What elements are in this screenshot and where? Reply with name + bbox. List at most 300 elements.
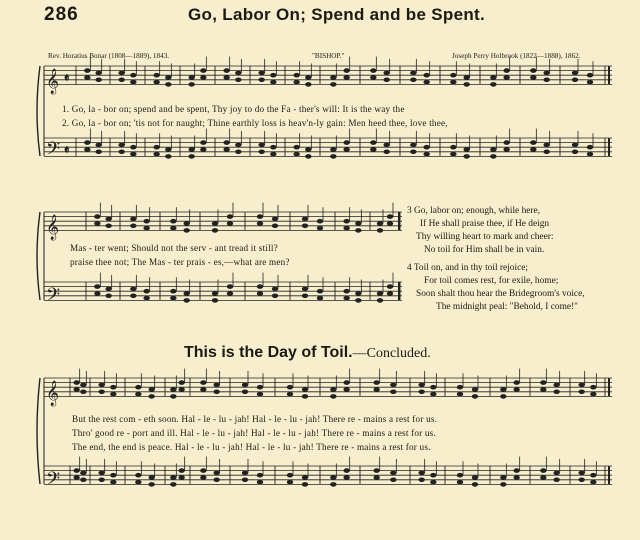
note-head xyxy=(270,152,276,157)
note-head xyxy=(95,143,101,148)
note-head xyxy=(543,78,549,83)
note-head xyxy=(530,75,536,80)
note-head xyxy=(80,390,86,395)
note-head xyxy=(590,473,596,478)
note-head xyxy=(110,385,116,390)
note-head xyxy=(227,291,233,296)
note-head xyxy=(170,226,176,231)
note-head xyxy=(118,71,124,76)
note-head xyxy=(73,387,79,392)
note-head xyxy=(540,468,546,473)
note-head xyxy=(430,480,436,485)
note-head xyxy=(343,68,349,73)
concluded-suffix: —Concluded. xyxy=(352,346,431,361)
note-head xyxy=(257,221,263,226)
note-head xyxy=(188,75,194,80)
note-head xyxy=(450,152,456,157)
note-head xyxy=(257,392,263,397)
note-head xyxy=(387,221,393,226)
note-head xyxy=(418,383,424,388)
note-head xyxy=(343,219,349,224)
hymn-number: 286 xyxy=(44,4,79,25)
note-head xyxy=(430,473,436,478)
note-head xyxy=(135,392,141,397)
note-head xyxy=(377,291,383,296)
note-head xyxy=(118,150,124,155)
treble-clef: 𝄞 xyxy=(46,69,60,94)
note-head xyxy=(450,80,456,85)
note-head xyxy=(178,387,184,392)
note-head xyxy=(390,383,396,388)
note-head xyxy=(227,284,233,289)
tune-name: "BISHOP." xyxy=(312,52,345,60)
note-head xyxy=(330,482,336,487)
note-head xyxy=(227,221,233,226)
note-head xyxy=(377,221,383,226)
hymn-title: Go, Labor On; Spend and be Spent. xyxy=(188,5,486,24)
note-head xyxy=(540,475,546,480)
note-head xyxy=(105,287,111,292)
note-head xyxy=(188,147,194,152)
note-head xyxy=(287,473,293,478)
note-head xyxy=(270,80,276,85)
note-head xyxy=(373,475,379,480)
note-head xyxy=(302,475,308,480)
note-head xyxy=(257,480,263,485)
note-head xyxy=(287,385,293,390)
note-head xyxy=(98,471,104,476)
note-head xyxy=(302,287,308,292)
concluded-lyrics-verse3: The end, the end is peace. Hal - le - lu - jah! Hal - le - lu - jah! There re - mains a rest for us. xyxy=(72,442,431,452)
note-head xyxy=(490,154,496,159)
note-head xyxy=(183,298,189,303)
note-head xyxy=(212,228,218,233)
note-head xyxy=(302,217,308,222)
note-head xyxy=(383,78,389,83)
note-head xyxy=(590,392,596,397)
note-head xyxy=(293,145,299,150)
note-head xyxy=(130,152,136,157)
note-head xyxy=(258,143,264,148)
note-head xyxy=(98,390,104,395)
stanza-4-line4: The midnight peal: "Behold, I come!" xyxy=(436,302,578,312)
note-head xyxy=(540,387,546,392)
note-head xyxy=(183,291,189,296)
note-head xyxy=(513,475,519,480)
concluded-lyrics-verse2: Thro' good re - port and ill. Hal - le - lu - jah! Hal - le - lu - jah! There re - mains a rest for us. xyxy=(72,428,436,438)
note-head xyxy=(587,73,593,78)
concluded-title-text: This is the Day of Toil. xyxy=(184,344,353,361)
lyrics-line2-verse2: praise thee not; The Mas - ter prais - es,—what are men? xyxy=(70,257,290,267)
note-head xyxy=(343,75,349,80)
stanza-3-line3: Thy willing heart to mark and cheer: xyxy=(416,232,554,242)
note-head xyxy=(118,78,124,83)
note-head xyxy=(213,478,219,483)
stanza-3-line1: 3 Go, labor on; enough, while here, xyxy=(407,206,541,216)
concluded-lyrics-verse1: But the rest com - eth soon. Hal - le - lu - jah! Hal - le - lu - jah! There re - mains a rest for us. xyxy=(72,414,438,424)
note-head xyxy=(472,482,478,487)
note-head xyxy=(223,75,229,80)
note-head xyxy=(200,387,206,392)
note-head xyxy=(457,385,463,390)
note-head xyxy=(305,82,311,87)
note-head xyxy=(235,150,241,155)
note-head xyxy=(223,147,229,152)
note-head xyxy=(383,71,389,76)
note-head xyxy=(257,214,263,219)
note-head xyxy=(513,387,519,392)
note-head xyxy=(73,475,79,480)
note-head xyxy=(500,482,506,487)
note-head xyxy=(153,152,159,157)
note-head xyxy=(183,221,189,226)
note-head xyxy=(130,80,136,85)
note-head xyxy=(94,291,100,296)
note-head xyxy=(553,478,559,483)
note-head xyxy=(165,154,171,159)
note-head xyxy=(135,385,141,390)
note-head xyxy=(170,394,176,399)
note-head xyxy=(410,71,416,76)
note-head xyxy=(242,471,248,476)
note-head xyxy=(373,468,379,473)
note-head xyxy=(212,298,218,303)
note-head xyxy=(553,390,559,395)
bass-clef: 𝄢 xyxy=(46,139,61,164)
note-head xyxy=(390,478,396,483)
note-head xyxy=(293,152,299,157)
note-head xyxy=(227,214,233,219)
note-head xyxy=(305,75,311,80)
note-head xyxy=(450,145,456,150)
note-head xyxy=(317,219,323,224)
note-head xyxy=(84,147,90,152)
note-head xyxy=(553,383,559,388)
note-head xyxy=(418,390,424,395)
note-head xyxy=(235,71,241,76)
note-head xyxy=(272,224,278,229)
note-head xyxy=(257,291,263,296)
note-head xyxy=(472,475,478,480)
note-head xyxy=(200,75,206,80)
note-head xyxy=(590,480,596,485)
note-head xyxy=(423,145,429,150)
note-head xyxy=(178,475,184,480)
note-head xyxy=(430,392,436,397)
note-head xyxy=(383,150,389,155)
note-head xyxy=(503,68,509,73)
note-head xyxy=(355,298,361,303)
note-head xyxy=(418,471,424,476)
note-head xyxy=(258,150,264,155)
stanza-4-line3: Soon shalt thou hear the Bridegroom's voice, xyxy=(416,289,585,299)
note-head xyxy=(572,150,578,155)
note-head xyxy=(572,71,578,76)
note-head xyxy=(377,298,383,303)
note-head xyxy=(200,475,206,480)
note-head xyxy=(503,140,509,145)
note-head xyxy=(178,380,184,385)
note-head xyxy=(423,152,429,157)
note-head xyxy=(355,228,361,233)
note-head xyxy=(270,73,276,78)
note-head xyxy=(317,226,323,231)
note-head xyxy=(287,480,293,485)
lyrics-line2-verse1: Mas - ter went; Should not the serv - ant tread it still? xyxy=(70,243,278,253)
note-head xyxy=(543,150,549,155)
note-head xyxy=(410,143,416,148)
note-head xyxy=(188,82,194,87)
note-head xyxy=(457,480,463,485)
note-head xyxy=(110,480,116,485)
note-head xyxy=(343,140,349,145)
note-head xyxy=(258,78,264,83)
system-brace xyxy=(37,66,40,156)
note-head xyxy=(387,291,393,296)
note-head xyxy=(370,75,376,80)
note-head xyxy=(200,68,206,73)
note-head xyxy=(213,383,219,388)
note-head xyxy=(165,75,171,80)
note-head xyxy=(373,387,379,392)
note-head xyxy=(170,289,176,294)
note-head xyxy=(165,82,171,87)
note-head xyxy=(130,217,136,222)
note-head xyxy=(330,82,336,87)
note-head xyxy=(272,294,278,299)
note-head xyxy=(135,480,141,485)
note-head xyxy=(330,387,336,392)
note-head xyxy=(490,147,496,152)
note-head xyxy=(165,147,171,152)
note-head xyxy=(540,380,546,385)
note-head xyxy=(530,68,536,73)
note-head xyxy=(377,228,383,233)
note-head xyxy=(293,73,299,78)
treble-clef: 𝄞 xyxy=(46,381,60,406)
note-head xyxy=(105,217,111,222)
bass-clef: 𝄢 xyxy=(46,469,61,494)
note-head xyxy=(503,147,509,152)
note-head xyxy=(500,475,506,480)
note-head xyxy=(257,473,263,478)
note-head xyxy=(213,390,219,395)
note-head xyxy=(390,471,396,476)
note-head xyxy=(118,143,124,148)
note-head xyxy=(153,80,159,85)
note-head xyxy=(343,147,349,152)
note-head xyxy=(490,75,496,80)
note-head xyxy=(305,147,311,152)
note-head xyxy=(472,394,478,399)
note-head xyxy=(457,473,463,478)
note-head xyxy=(383,143,389,148)
note-head xyxy=(143,296,149,301)
note-head xyxy=(148,475,154,480)
note-head xyxy=(513,380,519,385)
note-head xyxy=(578,478,584,483)
note-head xyxy=(105,294,111,299)
note-head xyxy=(178,468,184,473)
note-head xyxy=(355,291,361,296)
note-head xyxy=(94,214,100,219)
note-head xyxy=(578,471,584,476)
note-head xyxy=(235,78,241,83)
note-head xyxy=(370,68,376,73)
note-head xyxy=(302,387,308,392)
note-head xyxy=(95,78,101,83)
note-head xyxy=(390,390,396,395)
note-head xyxy=(242,478,248,483)
note-head xyxy=(213,471,219,476)
note-head xyxy=(223,68,229,73)
note-head xyxy=(343,226,349,231)
note-head xyxy=(500,394,506,399)
note-head xyxy=(73,380,79,385)
note-head xyxy=(170,482,176,487)
note-head xyxy=(200,140,206,145)
note-head xyxy=(130,287,136,292)
note-head xyxy=(130,73,136,78)
note-head xyxy=(578,390,584,395)
note-head xyxy=(317,296,323,301)
lyrics-line1-verse2: 2. Go, la - bor on; 'tis not for naught; Thine earthly loss is heav'n-ly gain: Men heed thee, love thee, xyxy=(62,118,448,128)
time-signature: 𝄵 xyxy=(64,71,70,85)
note-head xyxy=(457,392,463,397)
note-head xyxy=(343,380,349,385)
note-head xyxy=(343,289,349,294)
note-head xyxy=(302,294,308,299)
note-head xyxy=(80,478,86,483)
note-head xyxy=(84,75,90,80)
note-head xyxy=(242,390,248,395)
note-head xyxy=(130,224,136,229)
note-head xyxy=(272,217,278,222)
note-head xyxy=(530,140,536,145)
note-head xyxy=(343,387,349,392)
note-head xyxy=(418,478,424,483)
note-head xyxy=(143,289,149,294)
note-head xyxy=(143,226,149,231)
note-head xyxy=(293,80,299,85)
note-head xyxy=(330,147,336,152)
note-head xyxy=(148,387,154,392)
note-head xyxy=(130,145,136,150)
concluded-title xyxy=(184,344,431,362)
note-head xyxy=(587,80,593,85)
note-head xyxy=(272,287,278,292)
lyrics-line1-verse1: 1. Go, la - bor on; spend and be spent, Thy joy to do the Fa - ther's will: It is the way the xyxy=(62,104,405,114)
note-head xyxy=(530,147,536,152)
note-head xyxy=(110,473,116,478)
note-head xyxy=(212,291,218,296)
note-head xyxy=(387,284,393,289)
note-head xyxy=(94,221,100,226)
note-head xyxy=(95,71,101,76)
stanza-4-line1: 4 Toil on, and in thy toil rejoice; xyxy=(407,263,529,273)
note-head xyxy=(73,468,79,473)
note-head xyxy=(143,219,149,224)
note-head xyxy=(223,140,229,145)
note-head xyxy=(330,75,336,80)
note-head xyxy=(553,471,559,476)
note-head xyxy=(343,468,349,473)
note-head xyxy=(80,471,86,476)
note-head xyxy=(257,284,263,289)
composer-credit: Joseph Perry Holbrook (1822—1888), 1862. xyxy=(452,52,581,60)
stanza-3-line2: If He shall praise thee, if He deign xyxy=(420,219,550,229)
note-head xyxy=(472,387,478,392)
note-head xyxy=(200,147,206,152)
note-head xyxy=(130,294,136,299)
note-head xyxy=(578,383,584,388)
note-head xyxy=(235,143,241,148)
note-head xyxy=(257,385,263,390)
note-head xyxy=(110,392,116,397)
note-head xyxy=(153,73,159,78)
note-head xyxy=(370,147,376,152)
note-head xyxy=(105,224,111,229)
treble-clef: 𝄞 xyxy=(46,215,60,240)
note-head xyxy=(587,152,593,157)
note-head xyxy=(587,145,593,150)
note-head xyxy=(430,385,436,390)
note-head xyxy=(463,82,469,87)
note-head xyxy=(188,154,194,159)
note-head xyxy=(302,394,308,399)
note-head xyxy=(572,78,578,83)
note-head xyxy=(80,383,86,388)
note-head xyxy=(543,71,549,76)
note-head xyxy=(270,145,276,150)
note-head xyxy=(170,296,176,301)
note-head xyxy=(242,383,248,388)
author-credit: Rev. Horatius Bonar (1808—1889), 1843. xyxy=(48,52,170,60)
note-head xyxy=(490,82,496,87)
note-head xyxy=(183,228,189,233)
note-head xyxy=(148,482,154,487)
note-head xyxy=(302,482,308,487)
note-head xyxy=(450,73,456,78)
note-head xyxy=(317,289,323,294)
note-head xyxy=(153,145,159,150)
note-head xyxy=(343,475,349,480)
note-head xyxy=(410,78,416,83)
system-brace xyxy=(37,212,40,300)
note-head xyxy=(423,80,429,85)
note-head xyxy=(330,154,336,159)
stanza-3-line4: No toil for Him shall be in vain. xyxy=(424,245,545,255)
note-head xyxy=(170,387,176,392)
note-head xyxy=(212,221,218,226)
bass-clef: 𝄢 xyxy=(46,285,61,310)
note-head xyxy=(302,224,308,229)
note-head xyxy=(95,150,101,155)
note-head xyxy=(572,143,578,148)
note-head xyxy=(200,468,206,473)
note-head xyxy=(423,73,429,78)
time-signature: 𝄵 xyxy=(64,143,70,157)
note-head xyxy=(373,380,379,385)
note-head xyxy=(370,140,376,145)
note-head xyxy=(503,75,509,80)
note-head xyxy=(343,296,349,301)
note-head xyxy=(590,385,596,390)
note-head xyxy=(170,219,176,224)
note-head xyxy=(135,473,141,478)
note-head xyxy=(410,150,416,155)
note-head xyxy=(500,387,506,392)
